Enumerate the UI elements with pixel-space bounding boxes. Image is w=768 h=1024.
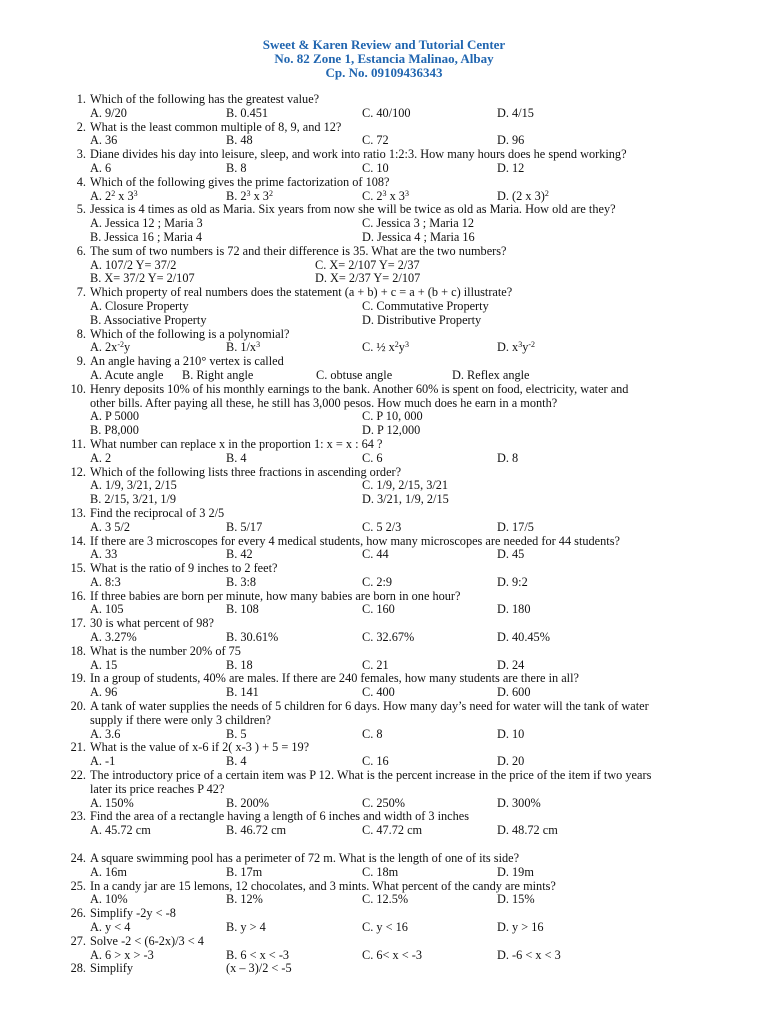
answer-option: D. P 12,000	[362, 423, 421, 438]
answer-option: D. -6 < x < 3	[497, 947, 561, 962]
question-number: 12.	[70, 464, 86, 479]
answer-option: A. 16m	[90, 864, 127, 879]
answer-option: C. 72	[362, 133, 389, 148]
answer-option: B. $1/x^3$	[226, 340, 261, 355]
question-item	[0, 121, 768, 149]
question-text: What number can replace x in the proportion 1: x = x : 64 ?	[90, 436, 383, 451]
question-number: 8.	[76, 326, 86, 341]
answer-option: A. y < 4	[90, 920, 131, 935]
question-text: supply if there were only 3 children?	[90, 712, 271, 727]
question-text: other bills. After paying all these, he still has 3,000 pesos. How much does he earn in a month?	[90, 395, 558, 410]
question-number: 28.	[70, 961, 86, 976]
question-number: 9.	[76, 354, 86, 369]
answer-option: C. y < 16	[362, 920, 408, 935]
answer-option: B. Jessica 16 ; Maria 4	[90, 229, 203, 244]
answer-option: C. 2:9	[362, 574, 393, 589]
answer-option: A. 3.27%	[90, 630, 137, 645]
question-text: What is the value of x-6 if 2( x-3 ) + 5 = 19?	[90, 740, 310, 755]
answer-option: C. 16	[362, 754, 389, 769]
answer-option: B. 4	[226, 450, 247, 465]
question-text: Jessica is 4 times as old as Maria. Six years from now she will be twice as old as Maria. How old are they?	[90, 202, 616, 217]
question-number: 27.	[70, 933, 86, 948]
answer-option: A. 6 > x > -3	[90, 947, 154, 962]
answer-option: B. 42	[226, 547, 253, 562]
answer-option: A. 6	[90, 160, 112, 175]
question-text: Diane divides his day into leisure, sleep, and work into ratio 1:2:3. How many hours does he spend working?	[90, 147, 627, 162]
answer-option: B. 0.451	[226, 105, 269, 120]
answer-option: B. 8	[226, 160, 247, 175]
answer-option: C. obtuse angle	[316, 367, 393, 382]
answer-option: A. 1/9, 3/21, 2/15	[90, 478, 177, 493]
answer-option: A. 10%	[90, 892, 128, 907]
question-item	[0, 203, 768, 244]
question-number: 16.	[70, 588, 86, 603]
answer-option: B. 5	[226, 726, 247, 741]
question-text: The sum of two numbers is 72 and their difference is 35. What are the two numbers?	[90, 243, 507, 258]
answer-option: D. 4/15	[497, 105, 534, 120]
answer-option: B. 48	[226, 133, 253, 148]
question-number: 18.	[70, 643, 86, 658]
answer-option: A. 150%	[90, 795, 134, 810]
question-item	[0, 907, 768, 935]
question-item	[0, 810, 768, 838]
answer-option: B. 12%	[226, 892, 263, 907]
answer-option: A. 3 5/2	[90, 519, 130, 534]
answer-option: D. 96	[497, 133, 525, 148]
question-number: 19.	[70, 671, 86, 686]
answer-option: B. 108	[226, 602, 259, 617]
question-text: Solve -2 < (6-2x)/3 < 4	[90, 933, 204, 948]
answer-option: A. -1	[90, 754, 116, 769]
question-number: 4.	[76, 174, 86, 189]
answer-option: B. y > 4	[226, 920, 266, 935]
question-item	[0, 355, 768, 383]
answer-option: A. 107/2 Y= 37/2	[90, 257, 177, 272]
answer-option: D. Jessica 4 ; Maria 16	[362, 229, 475, 244]
question-text: The introductory price of a certain item was P 12. What is the percent increase in the price of the item if two years	[90, 768, 652, 783]
answer-option: C. 6< x < -3	[362, 947, 422, 962]
answer-option: D. 180	[497, 602, 531, 617]
answer-option: D. 300%	[497, 795, 541, 810]
answer-option: D. 20	[497, 754, 525, 769]
question-number: 1.	[76, 92, 86, 106]
question-item	[0, 590, 768, 618]
question-item	[0, 645, 768, 673]
question-item	[0, 148, 768, 176]
question-text: later its price reaches P 42?	[90, 781, 225, 796]
answer-option: A. Jessica 12 ; Maria 3	[90, 216, 203, 231]
answer-option: A. 105	[90, 602, 124, 617]
answer-option: D. 17/5	[497, 519, 534, 534]
question-text: 30 is what percent of 98?	[90, 616, 214, 631]
answer-option: D. 48.72 cm	[497, 823, 558, 838]
question-item	[0, 507, 768, 535]
answer-option: B. 18	[226, 657, 253, 672]
answer-option: C. $2^3$ x $3^3$	[362, 188, 409, 203]
answer-option: A. Acute angle	[90, 367, 164, 382]
question-text: Which of the following lists three fractions in ascending order?	[90, 464, 402, 479]
question-item	[0, 880, 768, 908]
question-item	[0, 245, 768, 286]
answer-option: B. Associative Property	[90, 312, 207, 327]
question-text: Henry deposits 10% of his monthly earnings to the bank. Another 60% is spent on food, electricity, water and	[90, 381, 629, 396]
question-number: 13.	[70, 505, 86, 520]
answer-option: D. y > 16	[497, 920, 544, 935]
question-number: 5.	[76, 202, 86, 217]
question-text: In a candy jar are 15 lemons, 12 chocolates, and 3 mints. What percent of the candy are mints?	[90, 878, 556, 893]
answer-option: A. 45.72 cm	[90, 823, 151, 838]
question-item	[0, 769, 768, 810]
answer-option: B. Right angle	[182, 367, 254, 382]
answer-option: C. 10	[362, 160, 389, 175]
question-text: A square swimming pool has a perimeter of 72 m. What is the length of one of its side?	[90, 851, 520, 866]
answer-option: D. $x^3y^{-2}$	[497, 340, 536, 355]
question-text: What is the ratio of 9 inches to 2 feet?	[90, 561, 278, 576]
question-number: 2.	[76, 119, 86, 134]
question-number: 14.	[70, 533, 86, 548]
center-address: No. 82 Zone 1, Estancia Malinao, Albay	[274, 51, 494, 66]
answer-option: B. $2^3$ x $3^2$	[226, 188, 273, 203]
answer-option: B. X= 37/2 Y= 2/107	[90, 271, 195, 286]
answer-option: B. 30.61%	[226, 630, 279, 645]
question-text: Find the area of a rectangle having a length of 6 inches and width of 3 inches	[90, 809, 470, 824]
expression: (x – 3)/2 < -5	[226, 961, 292, 976]
question-number: 15.	[70, 561, 86, 576]
question-text: If there are 3 microscopes for every 4 medical students, how many microscopes are needed for 44 students?	[90, 533, 620, 548]
answer-option: C. 160	[362, 602, 395, 617]
answer-option: D. 8	[497, 450, 519, 465]
answer-option: C. ½ $x^2y^3$	[362, 340, 409, 355]
question-text: What is the least common multiple of 8, 9, and 12?	[90, 119, 342, 134]
answer-option: D. 24	[497, 657, 525, 672]
answer-option: C. 8	[362, 726, 383, 741]
question-text: Simplify	[90, 961, 134, 976]
answer-option: C. 18m	[362, 864, 399, 879]
question-item	[0, 535, 768, 563]
question-text: An angle having a 210° vertex is called	[90, 354, 284, 369]
question-item	[0, 93, 768, 121]
question-number: 26.	[70, 906, 86, 921]
answer-option: A. Closure Property	[90, 298, 189, 313]
answer-option: C. Commutative Property	[362, 298, 489, 313]
answer-option: A. 8:3	[90, 574, 121, 589]
question-number: 17.	[70, 616, 86, 631]
answer-option: B. 3:8	[226, 574, 257, 589]
answer-option: D. 3/21, 1/9, 2/15	[362, 492, 449, 507]
question-item	[0, 852, 768, 880]
answer-option: D. 19m	[497, 864, 534, 879]
question-number: 25.	[70, 878, 86, 893]
answer-option: B. 141	[226, 685, 259, 700]
answer-option: C. 12.5%	[362, 892, 409, 907]
question-number: 22.	[70, 768, 86, 783]
answer-option: B. 6 < x < -3	[226, 947, 290, 962]
answer-option: A. 96	[90, 685, 118, 700]
question-item	[0, 466, 768, 507]
answer-option: C. 250%	[362, 795, 406, 810]
center-phone: Cp. No. 09109436343	[325, 65, 443, 80]
answer-option: C. P 10, 000	[362, 409, 423, 424]
question-item	[0, 935, 768, 963]
answer-option: A. 33	[90, 547, 118, 562]
answer-option: B. 5/17	[226, 519, 263, 534]
answer-option: D. 15%	[497, 892, 535, 907]
question-text: Which of the following has the greatest value?	[90, 92, 320, 106]
answer-option: D. 600	[497, 685, 531, 700]
question-item	[0, 617, 768, 645]
question-item	[0, 383, 768, 438]
answer-option: C. 21	[362, 657, 389, 672]
answer-option: A. $2x^{-2}y$	[90, 340, 131, 355]
question-text: Which of the following gives the prime factorization of 108?	[90, 174, 390, 189]
question-text: Find the reciprocal of 3 2/5	[90, 505, 225, 520]
header	[0, 38, 768, 80]
question-number: 24.	[70, 851, 86, 866]
answer-option: A. 2	[90, 450, 112, 465]
answer-option: C. X= 2/107 Y= 2/37	[315, 257, 420, 272]
center-name: Sweet & Karen Review and Tutorial Center	[262, 37, 506, 52]
question-item	[0, 741, 768, 769]
answer-option: A. 9/20	[90, 105, 127, 120]
answer-option: D. 40.45%	[497, 630, 550, 645]
question-item	[0, 672, 768, 700]
answer-option: C. 5 2/3	[362, 519, 402, 534]
answer-option: B. 46.72 cm	[226, 823, 287, 838]
answer-option: D. 45	[497, 547, 525, 562]
question-item	[0, 962, 768, 976]
answer-option: B. 4	[226, 754, 247, 769]
answer-option: C. 32.67%	[362, 630, 415, 645]
question-number: 10.	[70, 381, 86, 396]
question-item	[0, 328, 768, 356]
question-number: 6.	[76, 243, 86, 258]
answer-option: D. X= 2/37 Y= 2/107	[315, 271, 421, 286]
answer-option: A. P 5000	[90, 409, 140, 424]
question-number: 7.	[76, 285, 86, 300]
question-text: Which property of real numbers does the statement (a + b) + c = a + (b + c) illustrate?	[90, 285, 513, 300]
answer-option: D. (2 x 3)$^2$	[497, 188, 549, 203]
question-text: In a group of students, 40% are males. If there are 240 females, how many students are there in all?	[90, 671, 579, 686]
answer-option: A. 36	[90, 133, 118, 148]
answer-option: D. Reflex angle	[452, 367, 530, 382]
question-text: What is the number 20% of 75	[90, 643, 241, 658]
question-item	[0, 176, 768, 204]
question-item	[0, 438, 768, 466]
answer-option: A. $2^2$ x $3^3$	[90, 188, 138, 203]
answer-option: C. 44	[362, 547, 389, 562]
answer-option: C. Jessica 3 ; Maria 12	[362, 216, 475, 231]
question-number: 3.	[76, 147, 86, 162]
answer-option: C. 40/100	[362, 105, 411, 120]
answer-option: B. 200%	[226, 795, 270, 810]
answer-option: B. P8,000	[90, 423, 139, 438]
answer-option: A. 15	[90, 657, 118, 672]
answer-option: C. 400	[362, 685, 395, 700]
question-text: If three babies are born per minute, how many babies are born in one hour?	[90, 588, 461, 603]
answer-option: D. 10	[497, 726, 525, 741]
question-item	[0, 562, 768, 590]
answer-option: C. 1/9, 2/15, 3/21	[362, 478, 449, 493]
answer-option: C. 6	[362, 450, 383, 465]
answer-option: D. 12	[497, 160, 525, 175]
answer-option: C. 47.72 cm	[362, 823, 423, 838]
answer-option: D. Distributive Property	[362, 312, 482, 327]
question-number: 20.	[70, 699, 86, 714]
answer-option: D. 9:2	[497, 574, 528, 589]
question-list	[0, 93, 768, 976]
question-number: 21.	[70, 740, 86, 755]
answer-option: B. 2/15, 3/21, 1/9	[90, 492, 177, 507]
question-text: Which of the following is a polynomial?	[90, 326, 290, 341]
question-number: 11.	[71, 436, 86, 451]
question-text: Simplify -2y < -8	[90, 906, 176, 921]
question-item	[0, 286, 768, 327]
question-number: 23.	[70, 809, 86, 824]
answer-option: A. 3.6	[90, 726, 121, 741]
question-item	[0, 700, 768, 741]
answer-option: B. 17m	[226, 864, 263, 879]
question-text: A tank of water supplies the needs of 5 children for 6 days. How many day’s need for water will the tank of water	[90, 699, 649, 714]
